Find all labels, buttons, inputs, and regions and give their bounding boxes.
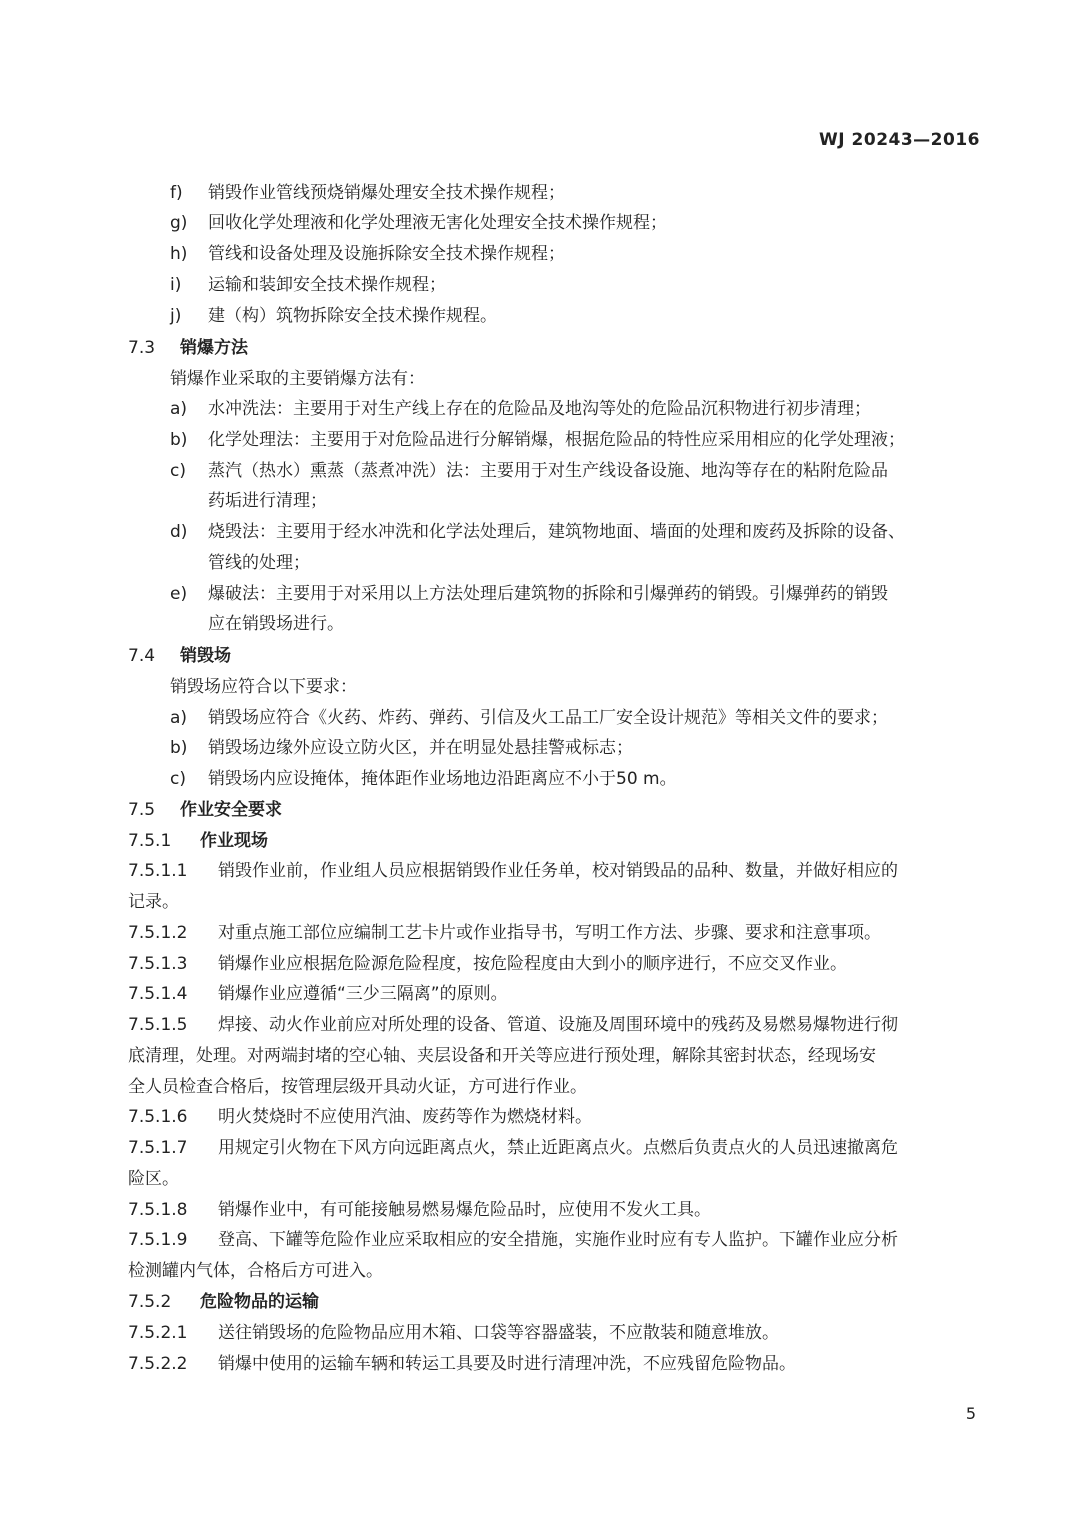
section-intro: 销毁场应符合以下要求：: [170, 677, 357, 697]
list-item-continuation: 应在销毁场进行。: [208, 614, 344, 634]
list-item-continuation: 管线的处理；: [208, 553, 310, 573]
document-page: WJ 20243—2016 f) 销毁作业管线预烧销爆处理安全技术操作规程； g) 回收化学处理液和化学处理液无害化处理安全技术操作规程； h) 管线和设备处理及设施拆除安全技术操作规程； i) 运输和装卸安全技术操作规程； j) 建（构）筑物拆除安全技术操作规程。 7.3 销爆方法 销爆作业采取的主要销爆方法有： a) 水冲洗法：主要用于对生产线上存在的危险品及地沟等处的危险品沉积物进行初步清理； b) 化学处理法：主要用于对危险品进行分解销爆，根据危险品的特性应采用相应的化学处理液； c) 蒸汽（热水）熏蒸（蒸煮冲洗）法：主要用于对生产线设备设施、地沟等存在的粘附危险品 药垢进行清理； d) 烧毁法：主要用于经水冲洗和化学法处理后，建筑物地面、墙面的处理和废药及拆除的设备、 管线的处理； e) 爆破法：主要用于对采用以上方法处理后建筑物的拆除和引爆弹药的销毁。引爆弹药的销毁 应在销毁场进行。 7.4 销毁场 销毁场应符合以下要求： a) 销毁场应符合《火药、炸药、弹药、引信及火工品工厂安全设计规范》等相关文件的要求； b) 销毁场边缘外应设立防火区，并在明显处悬挂警戒标志； c) 销毁场内应设掩体，掩体距作业场地边沿距离应不小于50 m。 7.5 作业安全要求 7.5.1 作业现场 7.5.1.1 销毁作业前，作业组人员应根据销毁作业任务单，校对销毁品的品种、数量，并做好相应的 记录。 7.5.1.2 对重点施工部位应编制工艺卡片或作业指导书，写明工作方法、步骤、要求和注意事项。 7.5.1.3 销爆作业应根据危险源危险程度，按危险程度由大到小的顺序进行，不应交叉作业。 7.5.1.4 销爆作业应遵循“三少三隔离”的原则。 7.5.1.5 焊接、动火作业前应对所处理的设备、管道、设施及周围环境中的残药及易燃易爆物进行彻 底清理，处理。对两端封堵的空心轴、夹层设备和开关等应进行预处理，解除其密封状态，经现场安 全人员检查合格后，按管理层级开具动火证，方可进行作业。 7.5.1.6 明火焚烧时不应使用汽油、废药等作为燃烧材料。 7.5.1.7 用规定引火物在下风方向远距离点火，禁止近距离点火。点燃后负责点火的人员迅速撤离危 险区。 7.5.1.8 销爆作业中，有可能接触易燃易爆危险品时，应使用不发火工具。 7.5.1.9 登高、下罐等危险作业应采取相应的安全措施，实施作业时应有专人监护。下罐作业应分析 检测罐内气体，合格后方可进入。 7.5.2 危险物品的运输 7.5.2.1 送往销毁场的危险物品应用木箱、口袋等容器盛装，不应散装和随意堆放。 7.5.2.2 销爆中使用的运输车辆和转运工具要及时进行清理冲洗，不应残留危险物品。 5: [128, 130, 980, 1423]
clause-continuation: 记录。: [128, 892, 179, 912]
clause-continuation: 底清理，处理。对两端封堵的空心轴、夹层设备和开关等应进行预处理，解除其密封状态，经现场安: [128, 1046, 876, 1066]
clause-continuation: 险区。: [128, 1169, 179, 1189]
section-intro: 销爆作业采取的主要销爆方法有：: [170, 369, 425, 389]
clause-continuation: 全人员检查合格后，按管理层级开具动火证，方可进行作业。: [128, 1077, 587, 1097]
clause-continuation: 检测罐内气体，合格后方可进入。: [128, 1261, 383, 1281]
document-id: WJ 20243—2016: [819, 130, 980, 150]
list-item-continuation: 药垢进行清理；: [208, 491, 327, 511]
page-number: 5: [965, 1404, 976, 1423]
